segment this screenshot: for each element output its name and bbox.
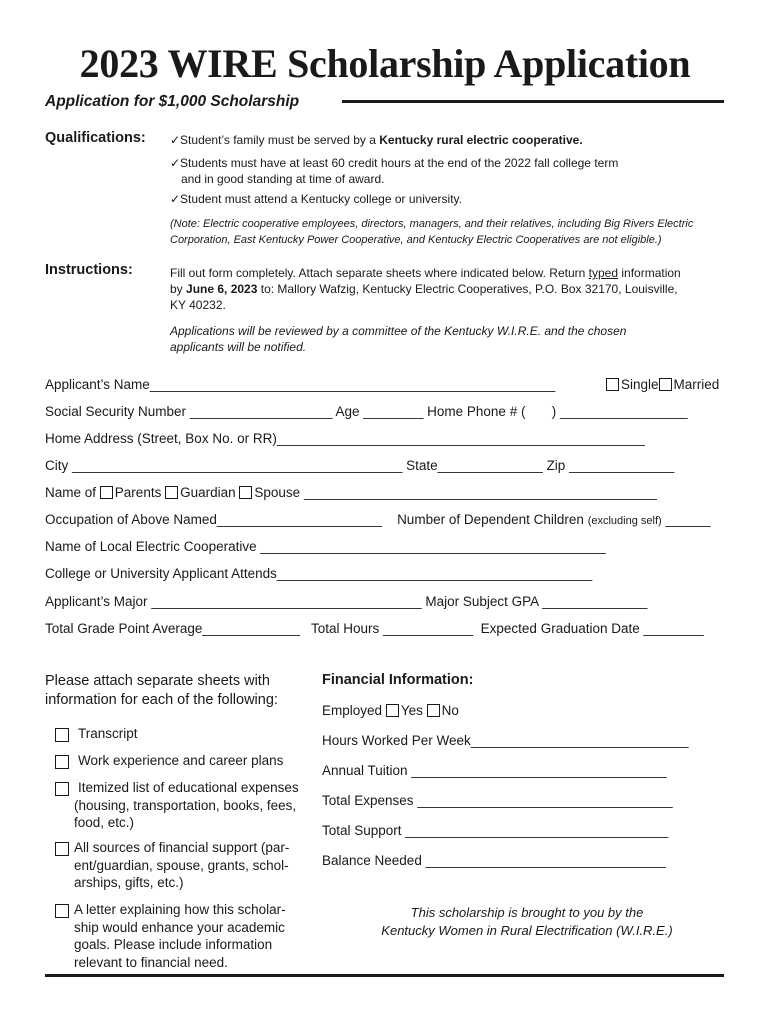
support-field[interactable]: ___________________________________ — [405, 823, 669, 838]
zip-label: Zip — [546, 458, 566, 473]
college-label: College or University Applicant Attends — [45, 566, 277, 581]
coop-field[interactable]: ______________________________________________ — [260, 539, 606, 554]
attach-heading-line1: Please attach separate sheets with — [45, 673, 270, 689]
coop-row — [45, 539, 606, 554]
balance-row — [322, 853, 666, 868]
tuition-label: Annual Tuition — [322, 763, 408, 778]
hours-worked-field[interactable]: _____________________________ — [470, 733, 689, 748]
single-label: Single — [621, 377, 659, 392]
single-checkbox[interactable] — [606, 378, 619, 391]
instructions-line2 — [170, 281, 681, 297]
spouse-label: Spouse — [254, 485, 301, 500]
employed-no-checkbox[interactable] — [427, 704, 440, 717]
attach-item-expenses-line2: (housing, transportation, books, fees, — [74, 797, 297, 813]
work-experience-checkbox[interactable] — [55, 755, 69, 769]
coop-label: Name of Local Electric Cooperative — [45, 539, 257, 554]
attach-item-letter-line4: relevant to financial need. — [74, 954, 228, 970]
employed-no-label: No — [441, 703, 459, 718]
major-field[interactable]: ____________________________________ — [151, 594, 422, 609]
sponsor-note — [322, 904, 732, 940]
tuition-row — [322, 763, 667, 778]
grad-date-field[interactable]: ________ — [643, 621, 704, 636]
bottom-rule — [45, 974, 724, 977]
balance-field[interactable]: ________________________________ — [425, 853, 666, 868]
attach-item-letter-line1: A letter explaining how this scholar- — [74, 902, 286, 917]
major-row — [45, 594, 647, 609]
qualification-2-line1: ✓Students must have at least 60 credit hours at the end of the 2022 fall college term — [170, 156, 619, 170]
expenses-label: Total Expenses — [322, 793, 414, 808]
phone-close: ) — [551, 404, 557, 419]
age-label: Age — [335, 404, 360, 419]
instructions-line1 — [170, 265, 681, 281]
ssn-field[interactable]: ___________________ — [189, 404, 333, 419]
financial-heading: Financial Information: — [322, 672, 474, 688]
applicant-name-row — [45, 377, 555, 392]
review-line1: Applications will be reviewed by a committee of the Kentucky W.I.R.E. and the chosen — [170, 324, 627, 338]
attach-item-support-line2: ent/guardian, spouse, grants, schol- — [74, 857, 289, 873]
hours-worked-row — [322, 733, 689, 748]
attach-item-work-experience: Work experience and career plans — [78, 753, 284, 768]
occupation-row — [45, 512, 711, 527]
occupation-field[interactable]: ______________________ — [216, 512, 383, 527]
employed-row — [322, 703, 459, 718]
city-field[interactable]: ____________________________________________ — [72, 458, 403, 473]
qualification-note-line2: Corporation, East Kentucky Power Cooperative, and Kentucky Electric Cooperatives are not eligible.) — [170, 234, 662, 246]
married-label: Married — [673, 377, 720, 392]
balance-label: Balance Needed — [322, 853, 422, 868]
qualification-1-bold: Kentucky rural electric cooperative. — [379, 133, 583, 147]
subtitle: Application for $1,000 Scholarship — [45, 93, 300, 110]
home-address-row — [45, 431, 645, 446]
subtitle-rule — [342, 100, 724, 103]
instructions-label: Instructions: — [45, 262, 133, 278]
marital-status — [606, 377, 719, 392]
total-gpa-field[interactable]: _____________ — [202, 621, 300, 636]
home-address-label: Home Address (Street, Box No. or RR) — [45, 431, 277, 446]
major-gpa-label: Major Subject GPA — [425, 594, 539, 609]
attach-item-transcript: Transcript — [78, 726, 138, 741]
instructions-line2-a: by — [170, 282, 187, 296]
qualification-3: ✓Student must attend a Kentucky college or university. — [170, 192, 462, 206]
support-row — [322, 823, 668, 838]
dependents-note: (excluding self) — [587, 515, 662, 527]
home-phone-field[interactable]: _________________ — [559, 404, 688, 419]
gpa-row — [45, 621, 704, 636]
instructions-text — [170, 265, 681, 313]
guardian-row — [45, 485, 657, 500]
instructions-typed: typed — [588, 266, 619, 280]
qualification-note — [170, 216, 693, 248]
expenses-row — [322, 793, 673, 808]
major-gpa-field[interactable]: ______________ — [542, 594, 648, 609]
city-row — [45, 458, 674, 473]
city-label: City — [45, 458, 69, 473]
attach-item-support-line1: All sources of financial support (par- — [74, 840, 290, 855]
instructions-deadline: June 6, 2023 — [186, 282, 258, 296]
guardian-name-field[interactable]: _______________________________________________ — [303, 485, 657, 500]
state-field[interactable]: ______________ — [437, 458, 543, 473]
attach-item-letter-line2: ship would enhance your academic — [74, 919, 285, 935]
dependents-label: Number of Dependent Children — [397, 512, 584, 527]
attach-item-letter — [74, 901, 286, 971]
qualifications-label: Qualifications: — [45, 130, 146, 146]
applicant-name-label: Applicant’s Name — [45, 377, 150, 392]
qualification-2 — [170, 155, 618, 187]
instructions-line3: KY 40232. — [170, 298, 226, 312]
college-field[interactable]: __________________________________________ — [276, 566, 593, 581]
attach-item-expenses-line1: Itemized list of educational expenses — [78, 780, 299, 795]
page-title: 2023 WIRE Scholarship Application — [79, 41, 691, 86]
attach-item-letter-line3: goals. Please include information — [74, 937, 273, 952]
review-line2: applicants will be notified. — [170, 340, 307, 354]
home-address-field[interactable]: _________________________________________________ — [276, 431, 645, 446]
parents-label: Parents — [114, 485, 162, 500]
hours-worked-label: Hours Worked Per Week — [322, 733, 471, 748]
expenses-field[interactable]: __________________________________ — [417, 793, 673, 808]
attach-item-support-line3: arships, gifts, etc.) — [74, 875, 184, 890]
tuition-field[interactable]: __________________________________ — [411, 763, 667, 778]
attach-item-expenses-line3: food, etc.) — [74, 815, 135, 830]
employed-yes-label: Yes — [400, 703, 423, 718]
support-label: Total Support — [322, 823, 402, 838]
total-gpa-label: Total Grade Point Average — [45, 621, 203, 636]
name-of-label: Name of — [45, 485, 97, 500]
letter-checkbox[interactable] — [55, 904, 69, 918]
instructions-line2-b: to: Mallory Wafzig, Kentucky Electric Cooperatives, P.O. Box 32170, Louisville, — [257, 282, 678, 296]
employed-label: Employed — [322, 703, 383, 718]
guardian-label: Guardian — [180, 485, 236, 500]
total-hours-field[interactable]: ____________ — [383, 621, 474, 636]
attach-item-support — [74, 839, 289, 892]
qualification-1-text: ✓Student’s family must be served by a — [170, 133, 380, 147]
financial-support-checkbox[interactable] — [55, 842, 69, 856]
dependents-field[interactable]: ______ — [665, 512, 711, 527]
employed-yes-checkbox[interactable] — [386, 704, 399, 717]
guardian-checkbox[interactable] — [165, 486, 178, 499]
occupation-label: Occupation of Above Named — [45, 512, 217, 527]
transcript-checkbox[interactable] — [55, 728, 69, 742]
attach-item-expenses — [74, 779, 299, 832]
attach-heading — [45, 672, 278, 710]
state-label: State — [406, 458, 438, 473]
qualification-note-line1: (Note: Electric cooperative employees, directors, managers, and their relatives, including Big Rivers Electric — [170, 218, 694, 230]
total-hours-label: Total Hours — [310, 621, 380, 636]
zip-field[interactable]: ______________ — [569, 458, 675, 473]
parents-checkbox[interactable] — [100, 486, 113, 499]
review-note — [170, 323, 626, 355]
ssn-label: Social Security Number — [45, 404, 187, 419]
qualification-2-line2: and in good standing at time of award. — [181, 172, 385, 186]
sponsor-line1: This scholarship is brought to you by the — [410, 905, 644, 920]
instructions-line1-b: information — [618, 266, 681, 280]
home-phone-label: Home Phone # ( — [427, 404, 526, 419]
age-field[interactable]: ________ — [363, 404, 424, 419]
major-label: Applicant’s Major — [45, 594, 148, 609]
ssn-row — [45, 404, 688, 419]
attach-heading-line2: information for each of the following: — [45, 692, 278, 708]
college-row — [45, 566, 592, 581]
grad-date-label: Expected Graduation Date — [480, 621, 640, 636]
married-checkbox[interactable] — [659, 378, 672, 391]
sponsor-line2: Kentucky Women in Rural Electrification (W.I.R.E.) — [381, 923, 673, 938]
instructions-line1-a: Fill out form completely. Attach separate sheets where indicated below. Return — [170, 266, 589, 280]
qualification-1 — [170, 132, 583, 148]
expenses-list-checkbox[interactable] — [55, 782, 69, 796]
applicant-name-field[interactable]: ______________________________________________________ — [149, 377, 556, 392]
spouse-checkbox[interactable] — [239, 486, 252, 499]
